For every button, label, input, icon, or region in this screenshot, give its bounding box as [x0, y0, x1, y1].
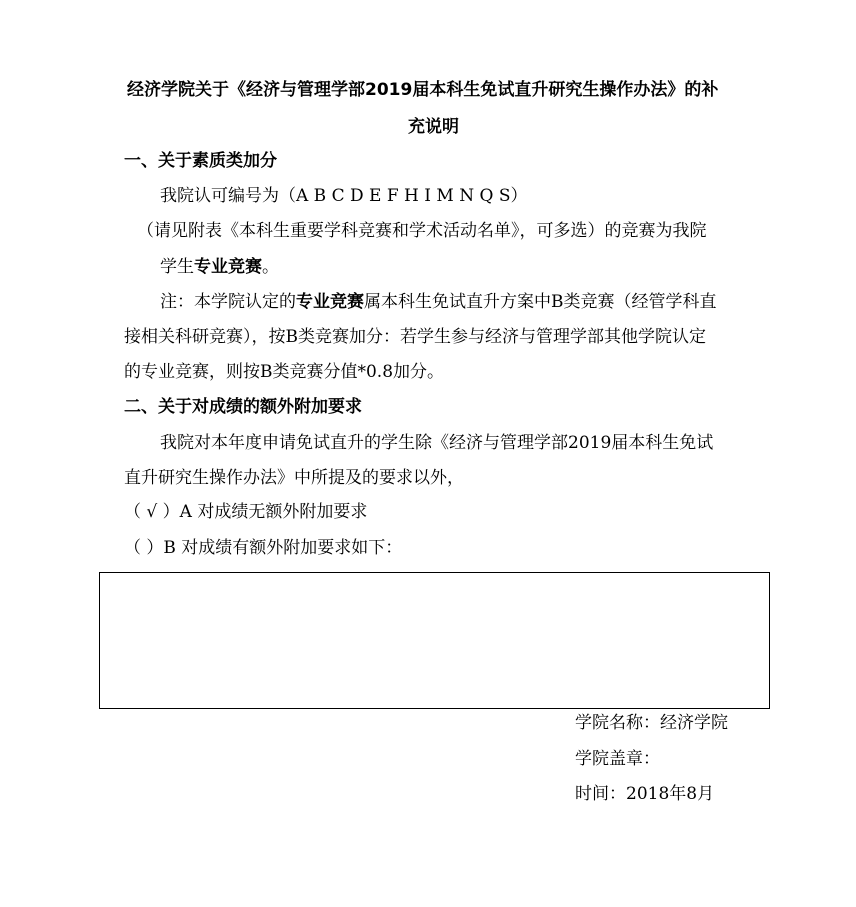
note-line-3: 的专业竞赛，则按B类竞赛分值*0.8加分。 — [124, 362, 445, 382]
section-1-paragraph-line-3 — [160, 256, 279, 278]
text-segment: 。 — [262, 257, 279, 277]
note-line-1 — [160, 291, 717, 313]
section-1-heading: 一、关于素质类加分 — [124, 151, 277, 171]
section-1-paragraph-line-2: （请见附表《本科生重要学科竞赛和学术活动名单》，可多选）的竞赛为我院 — [137, 221, 707, 241]
college-name: 学院名称：经济学院 — [575, 713, 728, 733]
professional-competition-emphasis: 专业竞赛 — [296, 292, 364, 312]
text-segment: 属本科生免试直升方案中B类竞赛（经管学科直 — [364, 292, 717, 312]
option-a-no-extra-requirement: （ √ ）A 对成绩无额外附加要求 — [124, 502, 368, 522]
document-title-line-1: 经济学院关于《经济与管理学部2019届本科生免试直升研究生操作办法》的补 — [127, 80, 719, 100]
extra-requirements-box — [99, 572, 770, 709]
note-line-2: 接相关科研竞赛），按B类竞赛加分：若学生参与经济与管理学部其他学院认定 — [124, 327, 706, 347]
section-2-heading: 二、关于对成绩的额外附加要求 — [124, 397, 362, 417]
document-title-line-2: 充说明 — [408, 117, 459, 137]
college-seal: 学院盖章： — [575, 749, 660, 769]
professional-competition-emphasis: 专业竞赛 — [194, 257, 262, 277]
section-2-paragraph-line-2: 直升研究生操作办法》中所提及的要求以外， — [124, 468, 464, 488]
section-1-paragraph-line-1: 我院认可编号为（A B C D E F H I M N Q S） — [160, 186, 528, 206]
document-date: 时间：2018年8月 — [575, 784, 715, 804]
option-b-extra-requirement: （ ）B 对成绩有额外附加要求如下： — [124, 538, 403, 558]
section-2-paragraph-line-1: 我院对本年度申请免试直升的学生除《经济与管理学部2019届本科生免试 — [160, 433, 714, 453]
text-segment: 注：本学院认定的 — [160, 292, 296, 312]
text-segment: 学生 — [160, 257, 194, 277]
